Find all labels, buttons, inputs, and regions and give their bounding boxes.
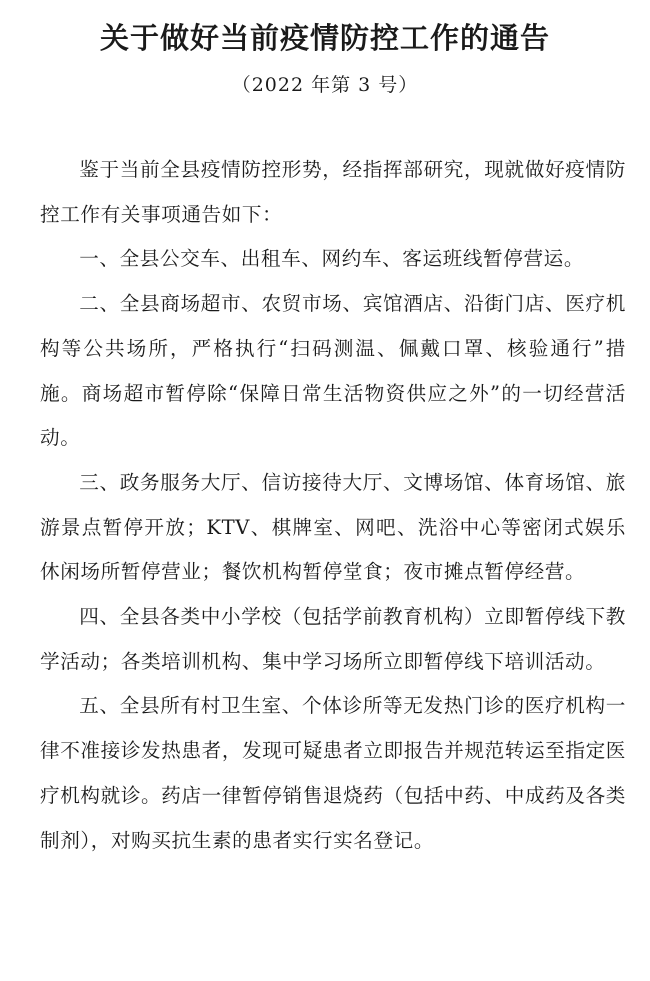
document-body [40,148,626,863]
paragraph-item-2: 二、全县商场超市、农贸市场、宾馆酒店、沿街门店、医疗机构等公共场所，严格执行“扫码测温、佩戴口罩、核验通行”措施。商场超市暂停除“保障日常生活物资供应之外”的一切经营活动。 [40,292,626,450]
paragraph-item-3: 三、政务服务大厅、信访接待大厅、文博场馆、体育场馆、旅游景点暂停开放；KTV、棋牌室、网吧、洗浴中心等密闭式娱乐休闲场所暂停营业；餐饮机构暂停堂食；夜市摊点暂停经营。 [40,470,626,584]
document-number: （2022 年第 3 号） [231,74,419,96]
paragraph-item-1: 一、全县公交车、出租车、网约车、客运班线暂停营运。 [79,247,585,271]
document-title: 关于做好当前疫情防控工作的通告 [99,21,550,55]
paragraph-intro: 鉴于当前全县疫情防控形势，经指挥部研究，现就做好疫情防控工作有关事项通告如下： [40,158,626,226]
paragraph-item-4: 四、全县各类中小学校（包括学前教育机构）立即暂停线下教学活动；各类培训机构、集中学习场所立即暂停线下培训活动。 [40,605,626,673]
paragraph-item-5: 五、全县所有村卫生室、个体诊所等无发热门诊的医疗机构一律不准接诊发热患者，发现可疑患者立即报告并规范转运至指定医疗机构就诊。药店一律暂停销售退烧药（包括中药、中成药及各类制剂），对购买抗生素的患者实行实名登记。 [40,694,626,852]
